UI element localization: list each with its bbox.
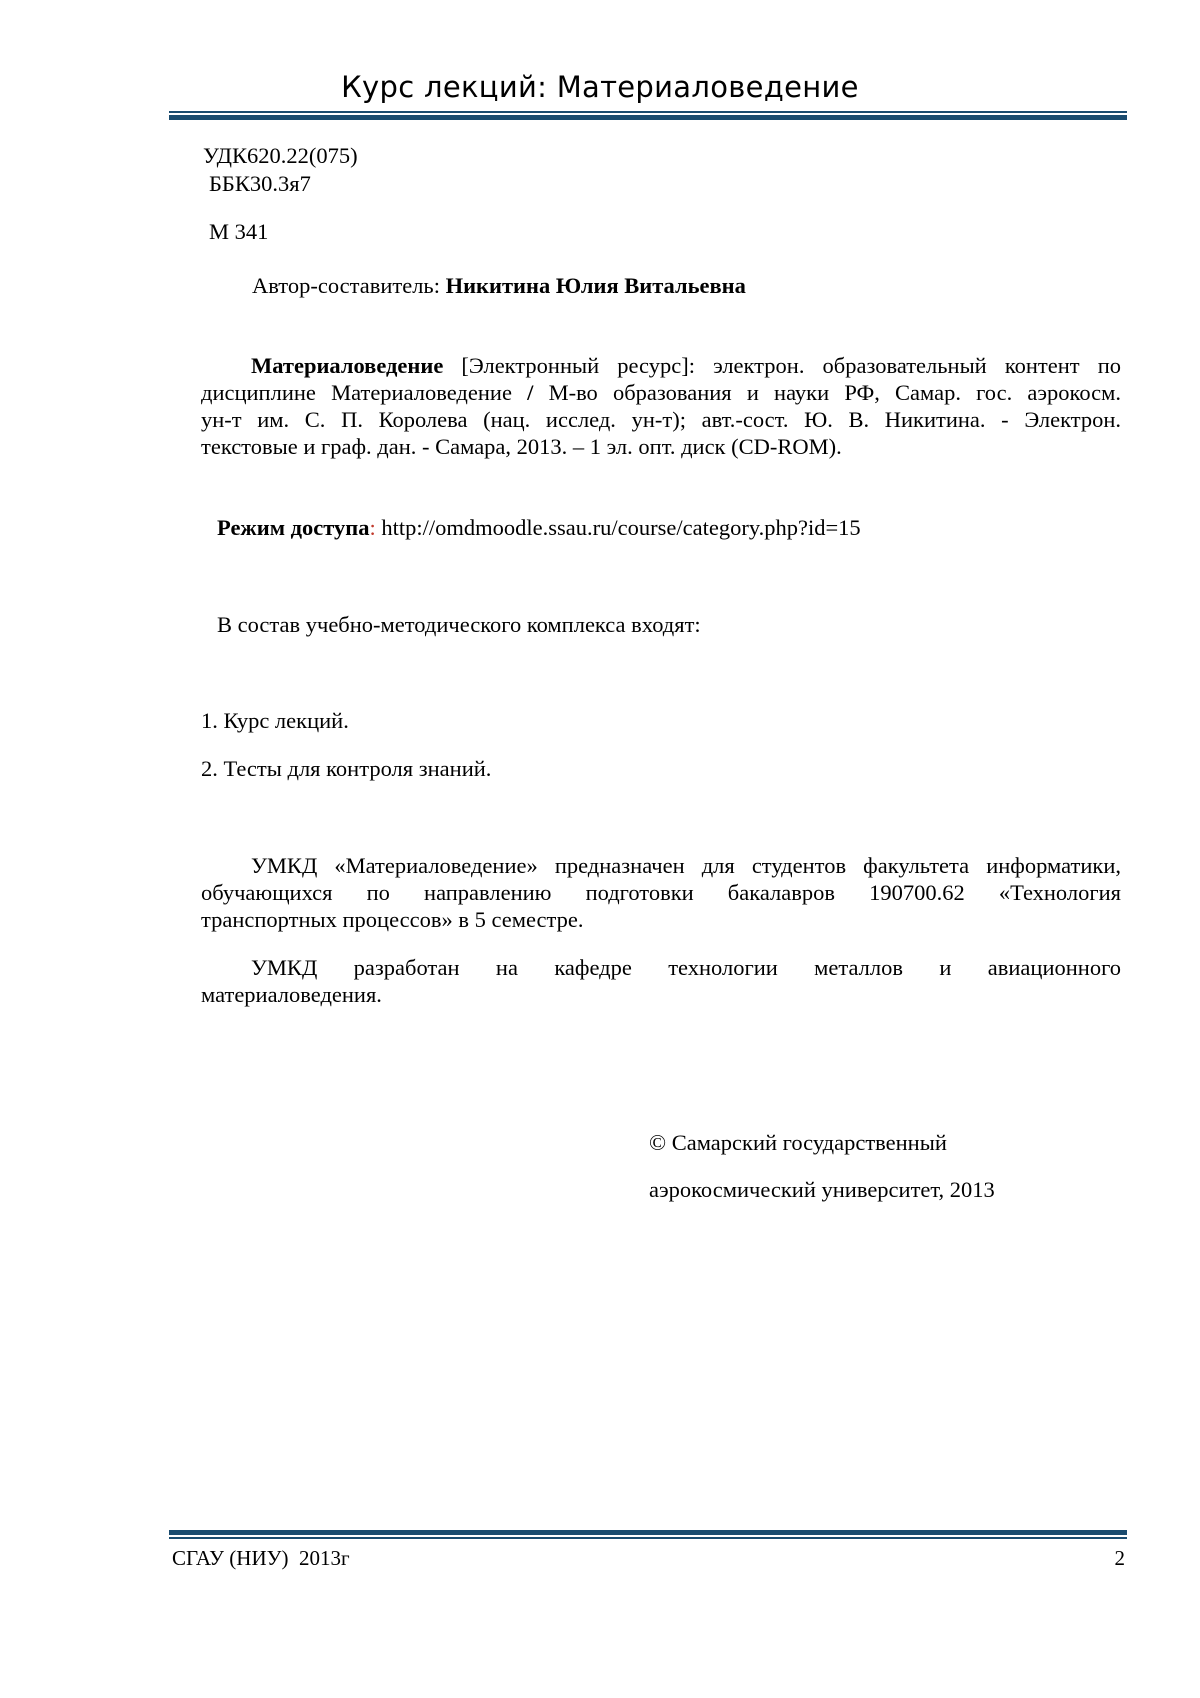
umkd-p1-row-3: транспортных процессов» в 5 семестре.	[201, 907, 584, 932]
list-item: 2. Тесты для контроля знаний.	[201, 756, 492, 781]
author-mark-code: М 341	[209, 219, 269, 244]
access-line	[217, 514, 861, 541]
access-label: Режим доступа	[217, 515, 370, 540]
page-header-title: Курс лекций: Материаловедение	[341, 70, 859, 104]
description-title: Материаловедение	[251, 353, 444, 378]
umkd-paragraph-1	[201, 852, 1121, 933]
description-row-1: Материаловедение [Электронный ресурс]: электрон. образовательный контент по	[251, 353, 1121, 378]
description-row-4: текстовые и граф. дан. - Самара, 2013. – 1 эл. опт. диск (CD-ROM).	[201, 434, 842, 459]
udk-code: УДК620.22(075)	[203, 143, 358, 168]
description-row-3: ун-т им. С. П. Королева (нац. исслед. ун-т); авт.-сост. Ю. В. Никитина. - Электрон.	[201, 407, 1121, 432]
header-rule	[169, 111, 1127, 120]
umkd-p2-row-2: материаловедения.	[201, 982, 382, 1007]
contents-intro: В состав учебно-методического комплекса входят:	[217, 612, 701, 637]
umkd-p1-row-1: УМКД «Материаловедение» предназначен для студентов факультета информатики,	[251, 853, 1121, 878]
umkd-paragraph-2	[201, 954, 1121, 1008]
copyright-line-2: аэрокосмический университет, 2013	[649, 1177, 995, 1202]
author-name: Никитина Юлия Витальевна	[445, 273, 746, 298]
bibliographic-description	[201, 352, 1121, 460]
author-label: Автор-составитель:	[252, 273, 446, 298]
author-line	[252, 272, 746, 299]
access-url[interactable]: http://omdmoodle.ssau.ru/course/category.php?id=15	[375, 515, 861, 540]
footer-rule-thin	[169, 1537, 1127, 1539]
bbk-code: ББК30.3я7	[209, 171, 311, 196]
footer-rule	[169, 1530, 1127, 1539]
copyright-line-1: © Самарский государственный	[649, 1130, 947, 1155]
footer-institution: СГАУ (НИУ) 2013г	[172, 1546, 350, 1570]
description-row-2: дисциплине Материаловедение / М-во образования и науки РФ, Самар. гос. аэрокосм.	[201, 380, 1121, 405]
access-colon: :	[369, 515, 376, 540]
header-rule-thick	[169, 115, 1127, 120]
umkd-p2-row-1: УМКД разработан на кафедре технологии металлов и авиационного	[251, 955, 1121, 980]
page-number: 2	[1114, 1546, 1125, 1570]
umkd-p1-row-2: обучающихся по направлению подготовки бакалавров 190700.62 «Технология	[201, 880, 1121, 905]
list-item: 1. Курс лекций.	[201, 708, 349, 733]
